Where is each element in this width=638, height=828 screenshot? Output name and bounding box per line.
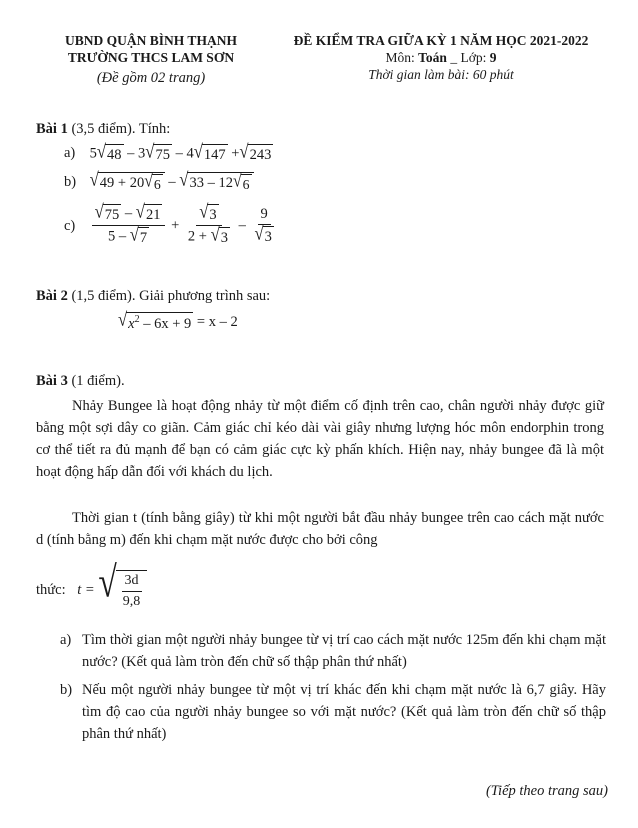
numerator: √ 75 – √ 21 bbox=[92, 204, 166, 226]
numerator: 3d bbox=[122, 572, 142, 592]
subject-line bbox=[266, 50, 616, 67]
radicand: 7 bbox=[138, 227, 149, 247]
sqrt: √ 243 bbox=[239, 140, 272, 163]
bai3-paragraph-2: Thời gian t (tính bằng giây) từ khi một người bắt đầu nhảy bungee trên cao cách mặt nước d (tính bằng m) đến khi chạm mặt nước được cho bởi công bbox=[36, 510, 604, 548]
radicand: 243 bbox=[248, 144, 274, 164]
school-name: TRƯỜNG THCS LAM SƠN bbox=[67, 49, 235, 65]
radicand: 48 bbox=[105, 144, 124, 164]
sqrt: √ $\frac{3d}{9,8}$ bbox=[98, 570, 147, 610]
bai2-heading: Bài 2 bbox=[36, 288, 68, 304]
radicand-part: 33 – 12 bbox=[189, 175, 233, 191]
bai1-c-label: c) bbox=[64, 217, 76, 234]
fraction bbox=[120, 572, 144, 610]
radicand: 3 bbox=[207, 204, 218, 224]
operator: – bbox=[238, 217, 246, 234]
bai1-points: (3,5 điểm). Tính: bbox=[71, 121, 171, 137]
radicand bbox=[116, 570, 148, 610]
bai3-formula bbox=[36, 558, 147, 610]
bai3-question-b bbox=[60, 679, 606, 745]
sqrt: √ 147 bbox=[193, 140, 226, 163]
coef: 5 bbox=[89, 145, 97, 162]
radicand-rest: – 6x + 9 bbox=[139, 315, 192, 332]
bai1-c bbox=[64, 200, 279, 247]
subject-value: Toán bbox=[418, 49, 447, 65]
formula-lead: thức: bbox=[36, 581, 66, 598]
radicand bbox=[126, 312, 193, 333]
question-b-text: Nếu một người nhảy bungee từ một vị trí khác đến khi chạm mặt nước là 6,7 giây. Hãy tìm độ cao của người nhảy bungee so với mặt nước? (Kết quả làm tròn đến chữ số thập phân thứ nhất) bbox=[82, 682, 606, 742]
denominator: √ 3 bbox=[254, 222, 272, 246]
bai1-a bbox=[64, 140, 273, 164]
bai1-heading: Bài 1 bbox=[36, 121, 68, 137]
bai3-heading: Bài 3 bbox=[36, 373, 68, 389]
bai3-points: (1 điểm). bbox=[71, 373, 125, 389]
grade-value: 9 bbox=[489, 49, 497, 65]
fraction bbox=[185, 200, 233, 247]
sqrt: √ 49 + 20 √ 6 bbox=[90, 172, 165, 193]
denominator: 2 + √ 3 bbox=[187, 223, 228, 247]
radicand: 21 bbox=[144, 204, 163, 224]
operator: + bbox=[171, 217, 180, 234]
denominator: 9,8 bbox=[122, 593, 141, 609]
fraction bbox=[251, 205, 276, 246]
bai1-b bbox=[64, 168, 254, 193]
radicand: 3 bbox=[219, 227, 230, 247]
question-a-label: a) bbox=[60, 632, 72, 648]
question-a-text: Tìm thời gian một người nhảy bungee từ vị trí cao cách mặt nước 125m đến khi chạm mặt nước? (Kết quả làm tròn đến chữ số thập phân thứ nhất) bbox=[82, 632, 606, 670]
time-note: Thời gian làm bài: 60 phút bbox=[368, 66, 514, 82]
bai2-equation bbox=[118, 308, 238, 333]
inner-sqrt: √ 6 bbox=[232, 171, 250, 193]
radicand: 147 bbox=[202, 144, 228, 164]
operator: – bbox=[168, 173, 176, 190]
variable: x bbox=[128, 315, 135, 332]
equation-rhs: = x – 2 bbox=[196, 313, 238, 330]
radicand bbox=[187, 172, 253, 193]
inner-sqrt: √ 6 bbox=[144, 171, 161, 193]
radicand: 75 bbox=[103, 204, 122, 224]
header-left bbox=[36, 33, 266, 87]
exponent: 2 bbox=[134, 314, 140, 325]
subject-label: Môn: bbox=[385, 49, 415, 65]
radicand-part: 49 + 20 bbox=[99, 175, 145, 191]
formula-lhs: t = bbox=[77, 581, 95, 598]
operator: – 4 bbox=[175, 145, 194, 162]
bai2-points: (1,5 điểm). Giải phương trình sau: bbox=[71, 288, 271, 304]
header-right bbox=[266, 33, 616, 84]
fraction bbox=[92, 200, 166, 247]
page-count-note: (Đề gồm 02 trang) bbox=[96, 69, 206, 86]
numerator: √ 3 bbox=[196, 204, 221, 226]
bai2-heading-line bbox=[36, 287, 270, 305]
den-part: 5 – bbox=[107, 228, 127, 245]
inner-radicand: 6 bbox=[152, 174, 163, 193]
bai1-a-label: a) bbox=[64, 145, 76, 162]
district-name: UBND QUẬN BÌNH THẠNH bbox=[65, 33, 237, 48]
radicand bbox=[98, 172, 165, 193]
bai3-question-a bbox=[60, 629, 606, 673]
question-b-label: b) bbox=[60, 682, 73, 698]
den-part: 2 + bbox=[187, 228, 207, 245]
denominator: 5 – √ 7 bbox=[107, 223, 148, 247]
grade-label: _ Lớp: bbox=[450, 49, 487, 65]
bai3-heading-line bbox=[36, 372, 125, 390]
bai1-b-label: b) bbox=[64, 173, 77, 190]
sqrt: √ 33 – 12 √ 6 bbox=[179, 172, 253, 193]
radicand: 75 bbox=[153, 144, 172, 164]
operator: + bbox=[231, 145, 240, 162]
sqrt: √ $x^2 - 6x + 9$ bbox=[118, 308, 192, 332]
bai1-heading-line bbox=[36, 120, 170, 138]
inner-radicand: 6 bbox=[241, 174, 252, 193]
radicand: 3 bbox=[263, 226, 274, 246]
sqrt: √ 75 bbox=[145, 140, 170, 163]
exam-title: ĐỀ KIỂM TRA GIỮA KỲ 1 NĂM HỌC 2021-2022 bbox=[293, 33, 589, 48]
operator: – 3 bbox=[127, 145, 146, 162]
bai3-paragraph-1: Nhảy Bungee là hoạt động nhảy từ một điểm cố định trên cao, chân người nhảy được giữ bằng một sợi dây co giãn. Cảm giác chỉ kéo dài vài giây nhưng lượng hóc môn endorphin trong cơ thể tiết ra đủ mạnh để bạn có cảm giác cực kỳ phấn khích. Hiện nay, nhảy bungee đã là một hoạt động hấp dẫn đối với khách du lịch. bbox=[36, 398, 604, 480]
sqrt: √ 48 bbox=[96, 140, 122, 163]
numerator: 9 bbox=[258, 205, 271, 225]
operator: – bbox=[124, 205, 133, 222]
continued-note: (Tiếp theo trang sau) bbox=[485, 783, 608, 799]
